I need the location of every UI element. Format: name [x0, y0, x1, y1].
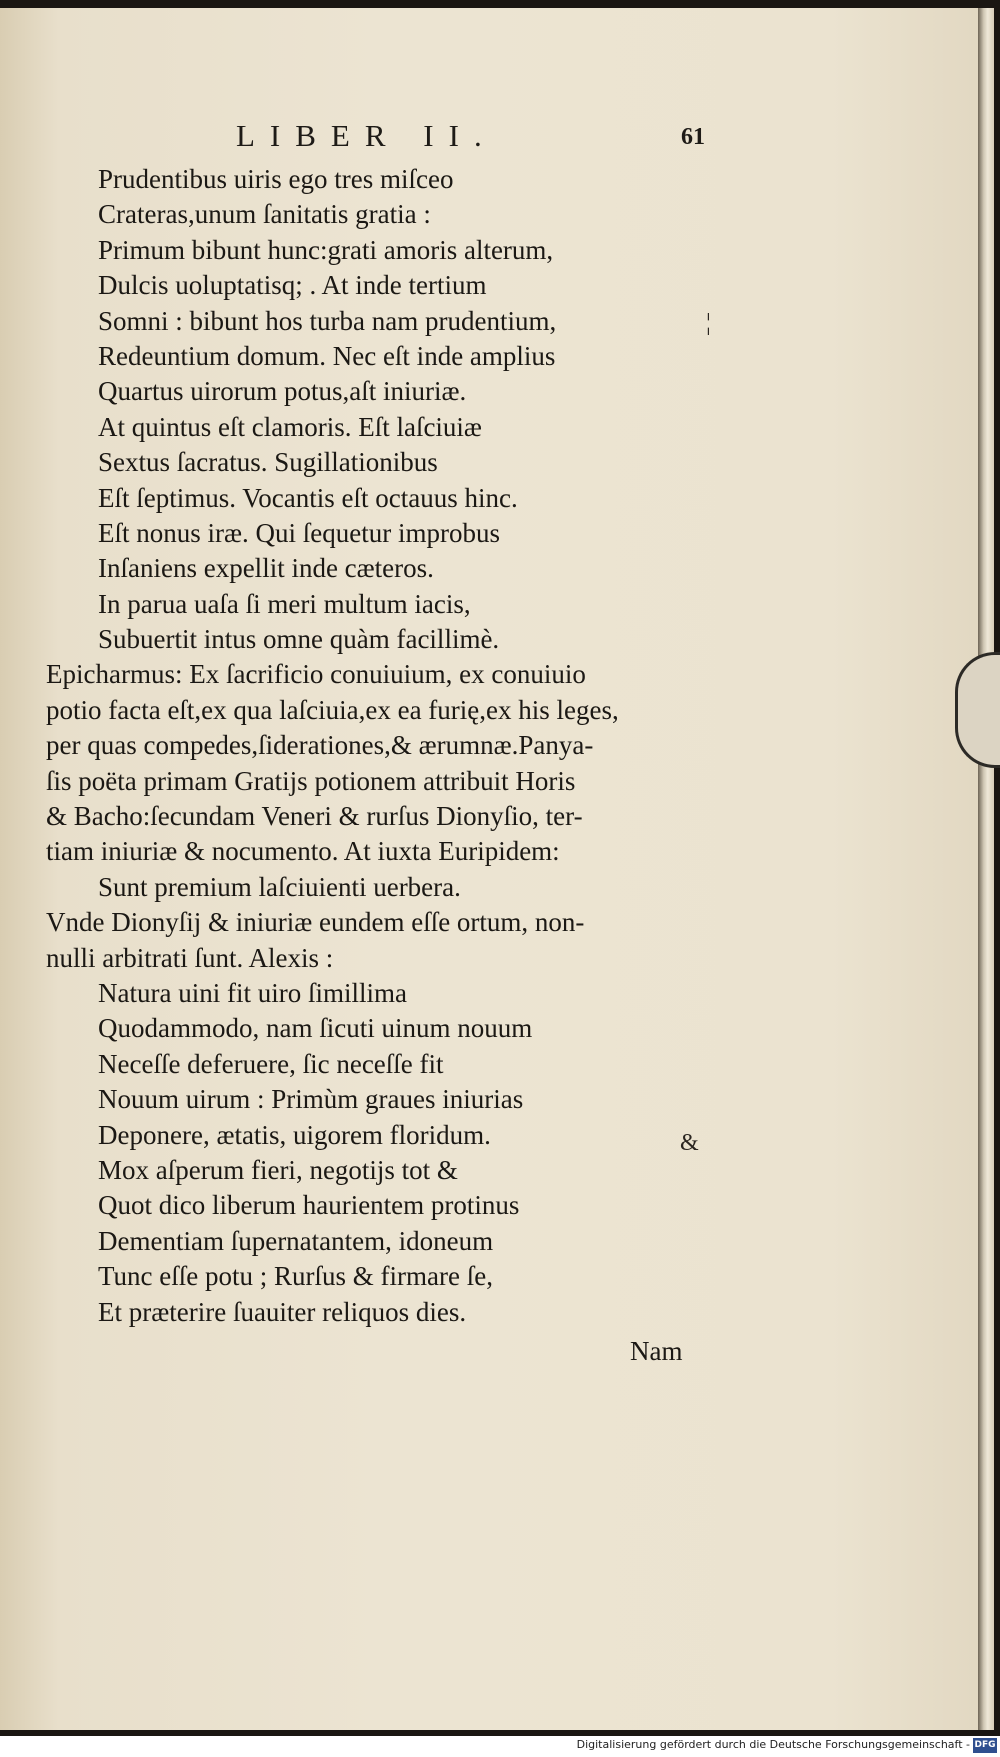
verse-line: Dementiam ſupernatantem, idoneum	[98, 1225, 494, 1256]
prose-line: tiam iniuriæ & nocumento. At iuxta Euripidem:	[46, 836, 560, 867]
verse-line: Crateras,unum ſanitatis gratia :	[98, 199, 431, 230]
verse-line: Deponere, ætatis, uigorem floridum.	[98, 1119, 491, 1150]
footer-bar	[0, 1736, 1000, 1757]
verse-line: Neceſſe deferuere, ſic neceſſe fit	[98, 1048, 444, 1079]
verse-line: Dulcis uoluptatisq; . At inde tertium	[98, 270, 487, 301]
verse-line: Natura uini fit uiro ſimillima	[98, 977, 407, 1008]
verse-line: Quodammodo, nam ſicuti uinum nouum	[98, 1013, 533, 1044]
prose-line: Epicharmus: Ex ſacrificio conuiuium, ex conuiuio	[46, 659, 586, 690]
folio-number: 61	[681, 124, 705, 150]
verse-line: Prudentibus uiris ego tres miſceo	[98, 164, 454, 194]
prose-line: nulli arbitrati ſunt. Alexis :	[46, 942, 334, 973]
verse-line: At quintus eſt clamoris. Eſt laſciuiæ	[98, 411, 482, 442]
verse-line: Primum bibunt hunc:grati amoris alterum,	[98, 234, 554, 265]
funding-credit: Digitalisierung gefördert durch die Deutsche Forschungsgemeinschaft -	[576, 1738, 970, 1751]
prose-line: & Bacho:ſecundam Veneri & rurſus Dionyſio, ter-	[46, 801, 583, 832]
verse-line: Et præterire ſuauiter reliquos dies.	[98, 1296, 467, 1327]
verse-line: Quartus uirorum potus,aſt iniuriæ.	[98, 376, 467, 407]
dfg-logo: DFG	[973, 1738, 997, 1753]
prose-line: ſis poëta primam Gratijs potionem attribuit Horis	[46, 765, 576, 796]
verse-line: In parua uaſa ſi meri multum iacis,	[98, 588, 471, 619]
verse-line: Quot dico liberum haurientem protinus	[98, 1190, 520, 1221]
text-block	[46, 162, 726, 1330]
verse-line: Redeuntium domum. Nec eſt inde amplius	[98, 340, 556, 371]
catchword: Nam	[630, 1336, 683, 1366]
prose-line: potio facta eſt,ex qua laſciuia,ex ea furię,ex his leges,	[46, 694, 619, 725]
verse-line: Inſaniens expellit inde cæteros.	[98, 553, 434, 584]
verse-line: Eſt nonus iræ. Qui ſequetur improbus	[98, 517, 500, 548]
page-edge	[978, 8, 994, 1730]
page-clip	[955, 652, 1000, 768]
verse-line: Eſt ſeptimus. Vocantis eſt octauus hinc.	[98, 482, 518, 513]
verse-line: Mox aſperum fieri, negotijs tot &	[98, 1154, 458, 1185]
verse-line: Somni : bibunt hos turba nam prudentium,	[98, 305, 557, 336]
prose-line: per quas compedes,ſiderationes,& ærumnæ.Panya-	[46, 730, 594, 761]
margin-ampersand-mark: &	[680, 1130, 699, 1156]
verse-line: Subuertit intus omne quàm facillimè.	[98, 624, 500, 655]
verse-line: Sunt premium laſciuienti uerbera.	[98, 871, 461, 902]
margin-bar-mark: ¦	[706, 310, 711, 336]
verse-line: Tunc eſſe potu ; Rurſus & firmare ſe,	[98, 1261, 493, 1292]
verse-line: Nouum uirum : Primùm graues iniurias	[98, 1084, 524, 1115]
running-head: LIBER II.	[236, 118, 497, 153]
prose-line: Vnde Dionyſij & iniuriæ eundem eſſe ortum, non-	[46, 907, 585, 938]
verse-line: Sextus ſacratus. Sugillationibus	[98, 447, 438, 478]
